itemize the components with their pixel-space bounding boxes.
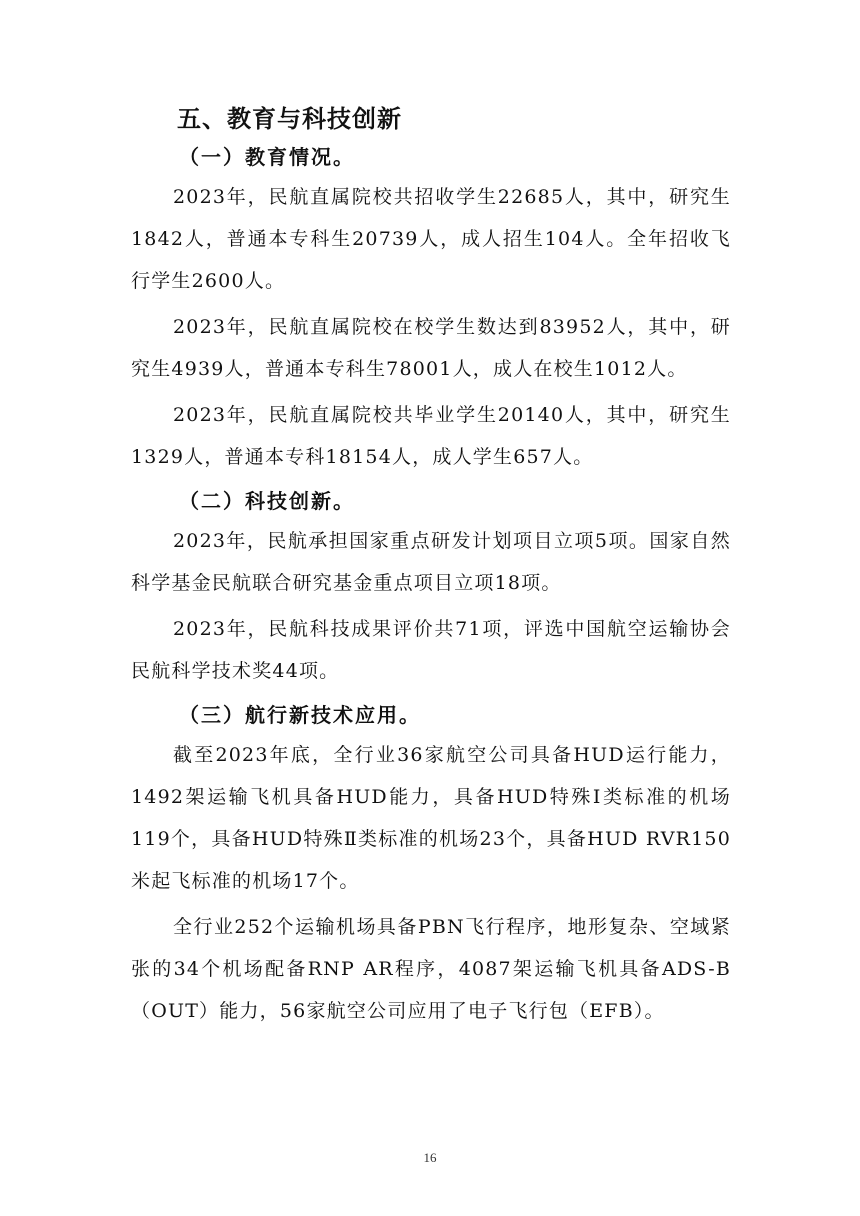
paragraph-enrollment: 2023年，民航直属院校共招收学生22685人，其中，研究生1842人，普通本专科生20739人，成人招生104人。全年招收飞行学生2600人。 [131,186,731,292]
subsection-title-innovation: （二）科技创新。 [179,489,355,513]
paragraph-research-achievements: 2023年，民航科技成果评价共71项，评选中国航空运输协会民航科学技术奖44项。 [131,618,731,682]
subsection-title-education: （一）教育情况。 [179,145,355,169]
paragraph-research-projects: 2023年，民航承担国家重点研发计划项目立项5项。国家自然科学基金民航联合研究基金重点项目立项18项。 [131,530,731,594]
section-title: 五、教育与科技创新 [177,105,402,133]
page-content [131,100,731,1036]
subsection-title-navigation-tech: （三）航行新技术应用。 [179,703,421,727]
paragraph-graduates: 2023年，民航直属院校共毕业学生20140人，其中，研究生1329人，普通本专科18154人，成人学生657人。 [131,404,731,468]
paragraph-students-in-school: 2023年，民航直属院校在校学生数达到83952人，其中，研究生4939人，普通本专科生78001人，成人在校生1012人。 [131,316,731,380]
paragraph-hud-capability: 截至2023年底，全行业36家航空公司具备HUD运行能力，1492架运输飞机具备HUD能力，具备HUD特殊Ⅰ类标准的机场119个，具备HUD特殊Ⅱ类标准的机场23个，具备HUD RVR150米起飞标准的机场17个。 [131,744,731,892]
paragraph-pbn-capability: 全行业252个运输机场具备PBN飞行程序，地形复杂、空域紧张的34个机场配备RNP AR程序，4087架运输飞机具备ADS-B（OUT）能力，56家航空公司应用了电子飞行包（EFB）。 [131,916,731,1022]
page-number: 16 [423,1150,437,1165]
